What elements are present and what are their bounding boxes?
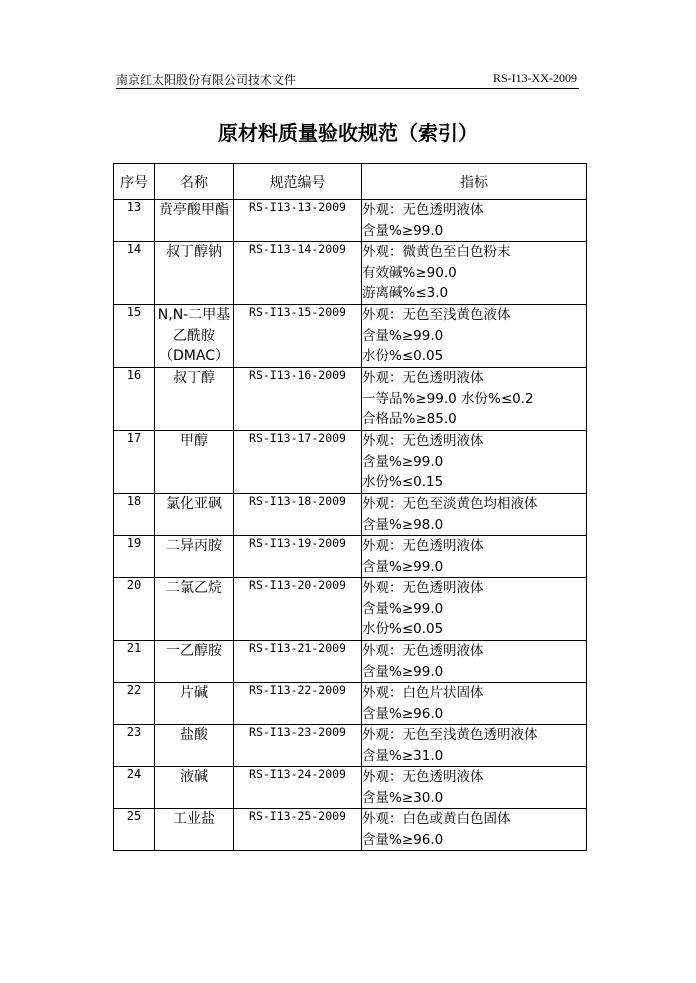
spec-line: 外观：无色透明液体: [362, 643, 484, 659]
row-index: 19: [114, 536, 155, 578]
spec-code: RS-I13-16-2009: [234, 368, 362, 431]
spec-line: 含量%≥99.0: [362, 600, 444, 617]
spec-details: [362, 431, 587, 494]
spec-line: 外观：无色透明液体: [362, 202, 484, 218]
table-row: [114, 767, 587, 809]
table-row: [114, 494, 587, 536]
row-index: 15: [114, 305, 155, 368]
spec-details: [362, 725, 587, 767]
material-name: 液碱: [155, 767, 234, 809]
material-name: 氯化亚砜: [155, 494, 234, 536]
spec-line: 外观：无色至浅黄色透明液体: [362, 727, 538, 743]
spec-line: 含量%≥99.0: [362, 453, 444, 470]
document-number: RS-I13-XX-2009: [493, 71, 577, 85]
header-spec: 指标: [362, 164, 587, 200]
row-index: 23: [114, 725, 155, 767]
row-index: 13: [114, 200, 155, 242]
spec-line: 游离碱%≤3.0: [362, 285, 449, 301]
row-index: 14: [114, 242, 155, 305]
spec-line: 含量%≥30.0: [362, 789, 444, 806]
row-index: 20: [114, 578, 155, 641]
table-row: [114, 431, 587, 494]
spec-line: 水份%≤0.05: [362, 621, 444, 637]
spec-line: 含量%≥96.0: [362, 705, 444, 722]
spec-code: RS-I13-22-2009: [234, 683, 362, 725]
table-body: [114, 200, 587, 851]
spec-line: 含量%≥99.0: [362, 558, 444, 575]
page-header: [116, 66, 579, 89]
spec-line: 有效碱%≥90.0: [362, 264, 457, 281]
material-name: N,N-二甲基乙酰胺（DMAC）: [155, 305, 234, 368]
spec-line: 水份%≤0.15: [362, 474, 444, 490]
company-name: 南京红太阳股份有限公司技术文件: [116, 73, 297, 87]
spec-code: RS-I13-15-2009: [234, 305, 362, 368]
table-header-row: [114, 164, 587, 200]
spec-line: 外观：白色片状固体: [362, 685, 484, 701]
spec-code: RS-I13-23-2009: [234, 725, 362, 767]
spec-details: [362, 809, 587, 851]
spec-code: RS-I13-14-2009: [234, 242, 362, 305]
spec-details: [362, 536, 587, 578]
spec-code: RS-I13-21-2009: [234, 641, 362, 683]
spec-line: 一等品%≥99.0 水份%≤0.2: [362, 390, 534, 407]
spec-code: RS-I13-20-2009: [234, 578, 362, 641]
material-name: 盐酸: [155, 725, 234, 767]
spec-line: 含量%≥96.0: [362, 831, 444, 848]
spec-code: RS-I13-18-2009: [234, 494, 362, 536]
table-row: [114, 305, 587, 368]
row-index: 16: [114, 368, 155, 431]
material-name: 叔丁醇钠: [155, 242, 234, 305]
spec-line: 外观：无色透明液体: [362, 370, 484, 386]
spec-line: 外观：无色至浅黄色液体: [362, 307, 511, 323]
spec-details: [362, 305, 587, 368]
spec-details: [362, 368, 587, 431]
table-row: [114, 641, 587, 683]
spec-code: RS-I13-13-2009: [234, 200, 362, 242]
spec-line: 含量%≥31.0: [362, 747, 444, 764]
material-name: 一乙醇胺: [155, 641, 234, 683]
table-row: [114, 368, 587, 431]
material-name: 二异丙胺: [155, 536, 234, 578]
row-index: 22: [114, 683, 155, 725]
spec-details: [362, 494, 587, 536]
table-row: [114, 536, 587, 578]
spec-line: 合格品%≥85.0: [362, 411, 457, 427]
row-index: 18: [114, 494, 155, 536]
page-title: 原材料质量验收规范（索引）: [218, 121, 478, 145]
spec-line: 外观：无色至淡黄色均相液体: [362, 496, 538, 512]
material-name: 工业盐: [155, 809, 234, 851]
spec-line: 外观：白色或黄白色固体: [362, 811, 511, 827]
spec-details: [362, 242, 587, 305]
spec-line: 含量%≥98.0: [362, 516, 444, 533]
spec-details: [362, 683, 587, 725]
material-name: 片碱: [155, 683, 234, 725]
table-row: [114, 809, 587, 851]
spec-details: [362, 578, 587, 641]
spec-code: RS-I13-25-2009: [234, 809, 362, 851]
spec-line: 外观：无色透明液体: [362, 580, 484, 596]
spec-line: 含量%≥99.0: [362, 663, 444, 680]
material-name: 叔丁醇: [155, 368, 234, 431]
spec-details: [362, 641, 587, 683]
spec-line: 外观：微黄色至白色粉末: [362, 244, 511, 260]
row-index: 17: [114, 431, 155, 494]
material-name: 二氯乙烷: [155, 578, 234, 641]
spec-line: 外观：无色透明液体: [362, 769, 484, 785]
table-row: [114, 578, 587, 641]
header-index: 序号: [114, 164, 155, 200]
table-row: [114, 683, 587, 725]
spec-line: 外观：无色透明液体: [362, 538, 484, 554]
material-name: 贲亭酸甲酯: [155, 200, 234, 242]
table-row: [114, 242, 587, 305]
spec-line: 含量%≥99.0: [362, 222, 444, 239]
spec-line: 外观：无色透明液体: [362, 433, 484, 449]
spec-details: [362, 767, 587, 809]
row-index: 24: [114, 767, 155, 809]
row-index: 25: [114, 809, 155, 851]
spec-code: RS-I13-19-2009: [234, 536, 362, 578]
table-row: [114, 725, 587, 767]
spec-details: [362, 200, 587, 242]
header-name: 名称: [155, 164, 234, 200]
spec-line: 水份%≤0.05: [362, 348, 444, 364]
spec-index-table: [113, 163, 587, 851]
table-row: [114, 200, 587, 242]
spec-code: RS-I13-17-2009: [234, 431, 362, 494]
header-code: 规范编号: [234, 164, 362, 200]
row-index: 21: [114, 641, 155, 683]
spec-code: RS-I13-24-2009: [234, 767, 362, 809]
material-name: 甲醇: [155, 431, 234, 494]
spec-line: 含量%≥99.0: [362, 327, 444, 344]
